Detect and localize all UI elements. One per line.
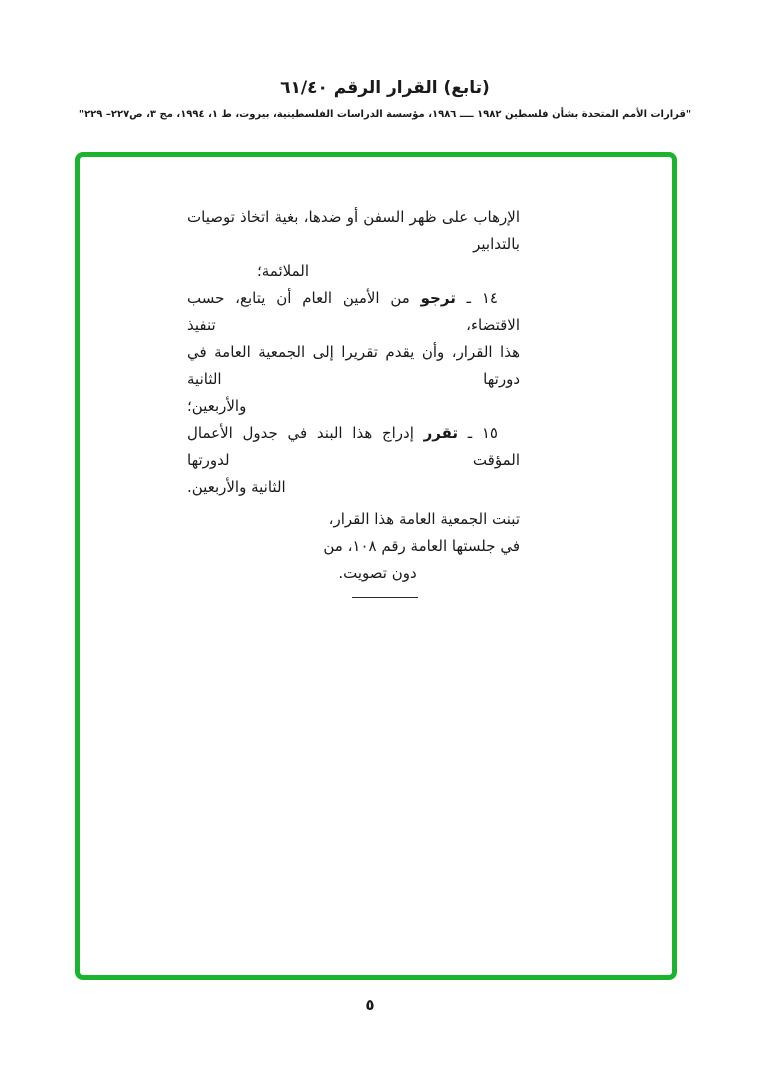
paragraph-14-line3: والأربعين؛ (187, 397, 247, 415)
page-title: (تابع) القرار الرقم ٦١/٤٠ (280, 78, 490, 98)
text-segment: إدراج هذا البند في جدول الأعمال المؤقت لدورتها (187, 424, 520, 469)
paragraph-lead-word: ترجو (420, 289, 456, 307)
document-frame (75, 152, 677, 980)
text-line: الإرهاب على ظهر السفن أو ضدها، بغية اتخاذ توصيات بالتدابير (187, 208, 520, 253)
paragraph-14-line1 (187, 285, 520, 339)
text-line: الملائمة؛ (257, 262, 310, 280)
paragraph-14-line2: هذا القرار، وأن يقدم تقريرا إلى الجمعية العامة في دورتها الثانية (187, 343, 520, 388)
note-line: تبنت الجمعية العامة هذا القرار، (328, 510, 520, 528)
text-segment: من الأمين العام أن يتابع، حسب الاقتضاء، تنفيذ (187, 289, 520, 334)
paragraph-number: ١٤ ـ (466, 289, 498, 307)
paragraph-15-line2: الثانية والأربعين. (187, 478, 286, 496)
note-line: دون تصويت. (338, 564, 417, 582)
source-citation: "قرارات الأمم المتحدة بشأن فلسطين ١٩٨٢ ــــ ١٩٨٦، مؤسسة الدراسات الفلسطينية، بيروت، ط ١، ١٩٩٤، مج ٣، ص٢٢٧– ٢٢٩" (78, 109, 692, 120)
divider-rule (352, 597, 418, 598)
paragraph-15-line1 (187, 420, 520, 474)
note-line: في جلستها العامة رقم ١٠٨، من (323, 537, 520, 555)
page-number: ٥ (365, 996, 375, 1014)
adoption-note (235, 506, 520, 587)
body-text (187, 204, 520, 598)
paragraph-lead-word: تقرر (423, 424, 459, 442)
paragraph-number: ١٥ ـ (467, 424, 498, 442)
